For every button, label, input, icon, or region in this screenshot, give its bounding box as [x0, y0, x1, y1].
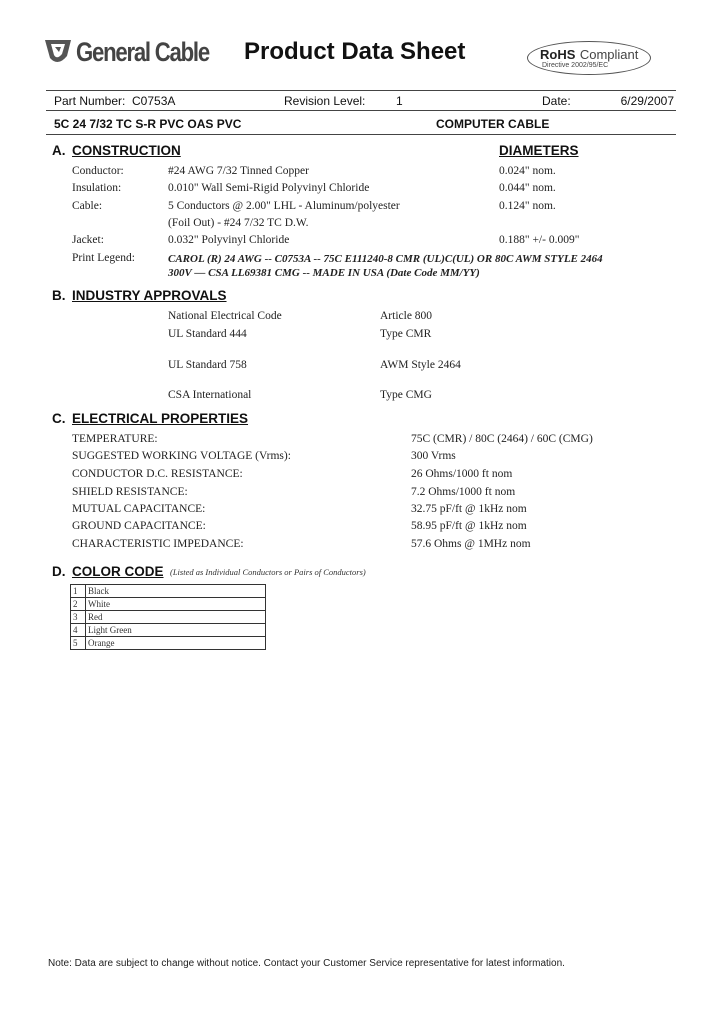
- property-name: MUTUAL CAPACITANCE:: [72, 503, 206, 515]
- construction-diameter: 0.188" +/- 0.009": [499, 234, 580, 246]
- property-value: 57.6 Ohms @ 1MHz nom: [411, 538, 531, 550]
- part-number-label: Part Number:: [54, 94, 126, 108]
- property-name: CHARACTERISTIC IMPEDANCE:: [72, 538, 244, 550]
- approval-value: AWM Style 2464: [380, 359, 461, 371]
- cable-description: 5C 24 7/32 TC S-R PVC OAS PVC: [54, 117, 242, 131]
- section-d-title: COLOR CODE: [72, 564, 164, 579]
- property-value: 32.75 pF/ft @ 1kHz nom: [411, 503, 527, 515]
- info-bottom-rule: [46, 134, 676, 135]
- date-value: 6/29/2007: [620, 94, 674, 108]
- property-name: SUGGESTED WORKING VOLTAGE (Vrms):: [72, 450, 291, 462]
- approval-name: CSA International: [168, 389, 252, 401]
- conductor-color: Red: [86, 611, 266, 624]
- table-row: [71, 598, 266, 611]
- section-d-letter: D.: [52, 564, 66, 579]
- construction-label: Insulation:: [72, 182, 122, 194]
- rohs-directive: Directive 2002/95/EC: [542, 62, 609, 69]
- table-row: [71, 611, 266, 624]
- property-name: CONDUCTOR D.C. RESISTANCE:: [72, 468, 243, 480]
- section-a-letter: A.: [52, 143, 66, 158]
- table-row: [71, 585, 266, 598]
- print-legend-label: Print Legend:: [72, 252, 135, 264]
- diameters-title: DIAMETERS: [499, 143, 579, 158]
- section-b-title: INDUSTRY APPROVALS: [72, 288, 227, 303]
- construction-label: Jacket:: [72, 234, 104, 246]
- rohs-compliant-label: Compliant: [579, 47, 639, 62]
- approval-name: National Electrical Code: [168, 310, 282, 322]
- property-name: SHIELD RESISTANCE:: [72, 486, 188, 498]
- company-logo: [42, 36, 227, 70]
- cable-category: COMPUTER CABLE: [436, 117, 550, 131]
- rohs-badge: [527, 41, 651, 75]
- construction-diameter: 0.124" nom.: [499, 200, 556, 212]
- construction-value: 5 Conductors @ 2.00" LHL - Aluminum/polyester: [168, 200, 400, 212]
- part-number-value: C0753A: [132, 94, 176, 108]
- approval-value: Article 800: [380, 310, 433, 322]
- section-a-title: CONSTRUCTION: [72, 143, 181, 158]
- construction-value: 0.032" Polyvinyl Chloride: [168, 234, 290, 246]
- print-legend-line-1: CAROL (R) 24 AWG -- C0753A -- 75C E111240-8 CMR (UL)C(UL) OR 80C AWM STYLE 2464: [168, 253, 603, 265]
- approval-name: UL Standard 758: [168, 359, 247, 371]
- info-mid-rule: [46, 110, 676, 111]
- property-name: TEMPERATURE:: [72, 433, 158, 445]
- logo-mark-icon: [42, 36, 74, 68]
- construction-diameter: 0.044" nom.: [499, 182, 556, 194]
- info-top-rule: [46, 90, 676, 91]
- construction-value: 0.010" Wall Semi-Rigid Polyvinyl Chloride: [168, 182, 370, 194]
- footer-note: Note: Data are subject to change without notice. Contact your Customer Service representative for latest information.: [48, 958, 565, 969]
- table-row: [71, 637, 266, 650]
- construction-label: Cable:: [72, 200, 103, 212]
- approval-value: Type CMR: [380, 328, 432, 340]
- property-value: 7.2 Ohms/1000 ft nom: [411, 486, 516, 498]
- conductor-number: 2: [71, 598, 86, 611]
- approval-name: UL Standard 444: [168, 328, 247, 340]
- section-c-letter: C.: [52, 411, 66, 426]
- property-value: 75C (CMR) / 80C (2464) / 60C (CMG): [411, 433, 593, 445]
- logo-text: General Cable: [76, 37, 209, 67]
- conductor-color: Black: [86, 585, 266, 598]
- property-value: 26 Ohms/1000 ft nom: [411, 468, 513, 480]
- conductor-color: White: [86, 598, 266, 611]
- date-label: Date:: [542, 94, 571, 108]
- section-c-title: ELECTRICAL PROPERTIES: [72, 411, 249, 426]
- construction-value: (Foil Out) - #24 7/32 TC D.W.: [168, 217, 309, 229]
- color-code-table: [70, 584, 266, 650]
- color-code-note: (Listed as Individual Conductors or Pairs of Conductors): [170, 567, 366, 577]
- conductor-number: 3: [71, 611, 86, 624]
- conductor-number: 1: [71, 585, 86, 598]
- property-value: 58.95 pF/ft @ 1kHz nom: [411, 520, 527, 532]
- approval-value: Type CMG: [380, 389, 432, 401]
- revision-value: 1: [396, 94, 403, 108]
- table-row: [71, 624, 266, 637]
- conductor-color: Light Green: [86, 624, 266, 637]
- property-name: GROUND CAPACITANCE:: [72, 520, 206, 532]
- construction-label: Conductor:: [72, 165, 124, 177]
- revision-label: Revision Level:: [284, 94, 366, 108]
- conductor-color: Orange: [86, 637, 266, 650]
- construction-diameter: 0.024" nom.: [499, 165, 556, 177]
- conductor-number: 4: [71, 624, 86, 637]
- property-value: 300 Vrms: [411, 450, 456, 462]
- rohs-label: RoHS: [540, 47, 576, 62]
- construction-value: #24 AWG 7/32 Tinned Copper: [168, 165, 309, 177]
- section-b-letter: B.: [52, 288, 66, 303]
- conductor-number: 5: [71, 637, 86, 650]
- page-title: Product Data Sheet: [244, 38, 466, 65]
- print-legend-line-2: 300V — CSA LL69381 CMG -- MADE IN USA (Date Code MM/YY): [168, 267, 480, 279]
